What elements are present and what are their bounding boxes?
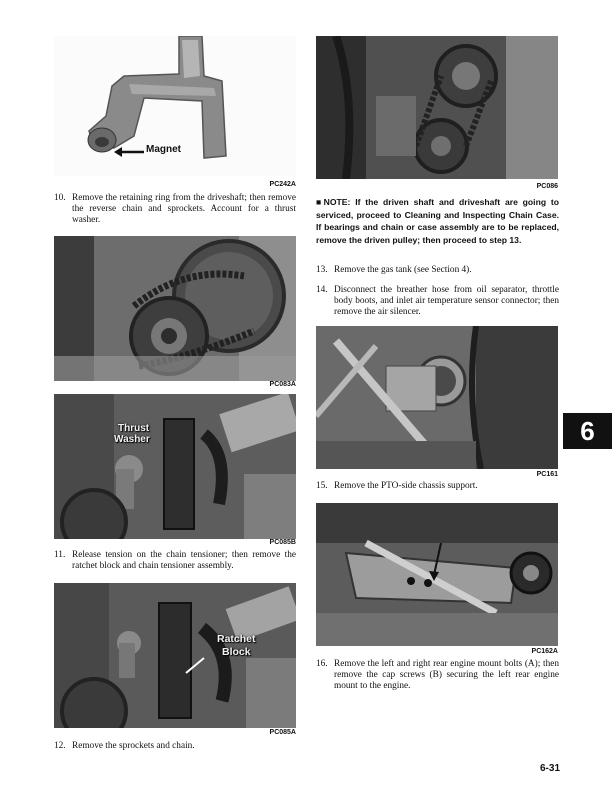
step-number: 11. [54,550,66,560]
step-14 [316,285,559,318]
step-text: Remove the left and right rear engine mount bolts (A); then remove the cap screws (B) securing the left rear engine mount to the engine. [334,659,559,691]
thrust-washer-photo [54,394,296,539]
step-number: 13. [316,265,328,275]
note-text: NOTE: If the driven shaft and driveshaft are going to serviced, proceed to Cleaning and Inspecting Chain Case. If bearings and chain or case assembly are to be replaced, remove the driven pulley; then proceed to step 13. [316,197,559,245]
magnet-callout: Magnet [146,144,181,155]
step-number: 16. [316,659,328,669]
ratchet-block-photo [54,583,296,728]
figure-label-pc085b: PC085B [269,539,296,546]
figure-pc085a-image [54,583,296,728]
step-text: Disconnect the breather hose from oil separator, throttle body boots, and inlet air temperature sensor connector; then remove the air silencer. [334,285,559,317]
note-block [316,196,559,246]
thrust-callout-line1: Thrust [118,423,150,434]
page-number: 6-31 [539,763,560,774]
step-13 [316,265,559,276]
chassis-support-photo [316,503,558,646]
step-number: 12. [54,741,66,751]
step-number: 10. [54,193,66,203]
step-text: Release tension on the chain tensioner; then remove the ratchet block and chain tensioner assembly. [72,550,296,571]
figure-label-pc086: PC086 [536,183,558,190]
step-text: Remove the gas tank (see Section 4). [334,265,472,275]
step-number: 14. [316,285,328,295]
figure-label-pc085a: PC085A [269,729,296,736]
chain-sprocket-photo [54,236,296,381]
figure-pc162a-image [316,503,558,646]
figure-pc083a-image [54,236,296,381]
figure-label-pc162a: PC162A [531,648,558,655]
figure-label-pc242a: PC242A [269,181,296,188]
ratchet-callout-line2: Block [222,646,251,658]
ratchet-callout-line1: Ratchet [217,633,256,645]
chain-case-photo [316,36,558,179]
figure-label-pc083a: PC083A [269,381,296,388]
figure-pc086-image [316,36,558,179]
note-bullet: ■ [316,197,324,207]
figure-label-pc161: PC161 [536,471,558,478]
step-text: Remove the retaining ring from the driveshaft; then remove the reverse chain and sprockets. Account for a thrust washer. [72,193,296,225]
figure-pc085b-image [54,394,296,539]
thrust-callout-line2: Washer [114,434,150,445]
figure-pc161-image [316,326,558,469]
section-tab: 6 [563,413,612,449]
step-text: Remove the PTO-side chassis support. [334,481,478,491]
step-10 [54,193,296,226]
step-15 [316,481,559,492]
step-text: Remove the sprockets and chain. [72,741,195,751]
step-16 [316,659,559,692]
figure-pc242a-image [54,36,296,176]
throttle-body-photo [316,326,558,469]
step-number: 15. [316,481,328,491]
step-11 [54,550,296,572]
magnet-tool-illustration [54,36,296,176]
step-12 [54,741,296,752]
